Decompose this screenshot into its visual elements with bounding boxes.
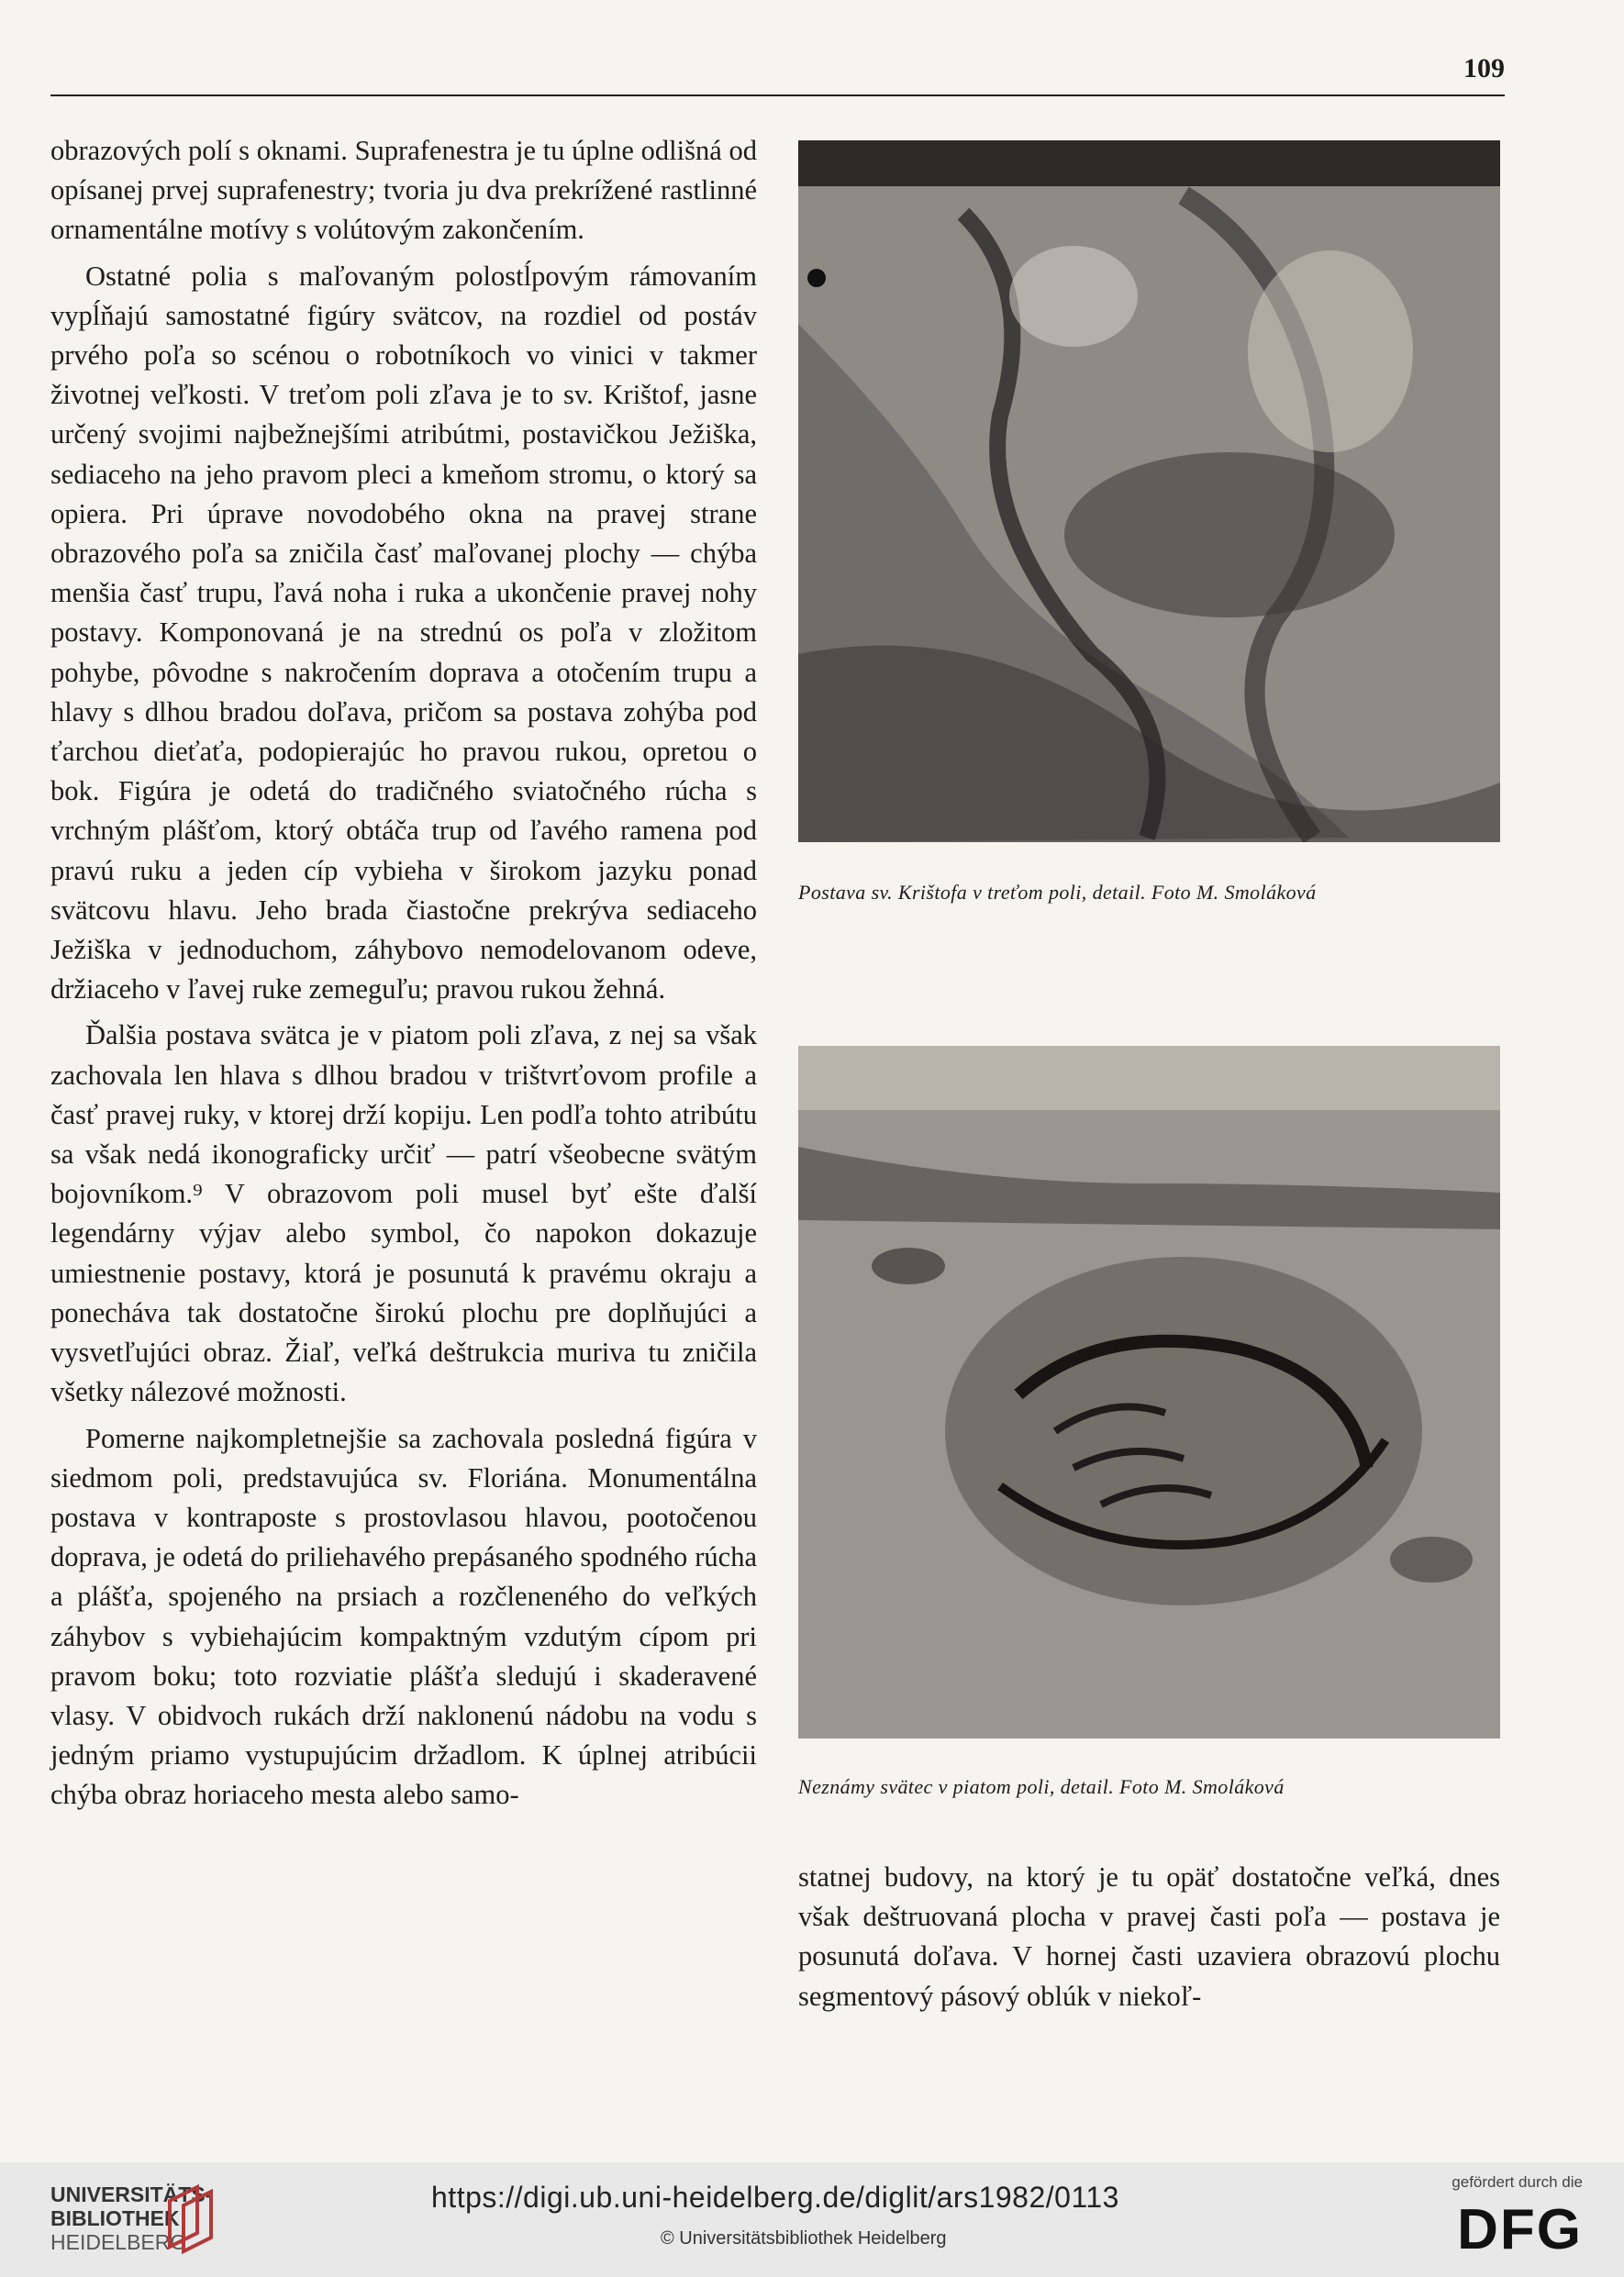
funded-by-label: gefördert durch die: [1452, 2173, 1583, 2191]
digital-url-link[interactable]: https://digi.ub.uni-heidelberg.de/diglit/ars1982/0113: [431, 2181, 1119, 2214]
library-name-line-1: UNIVERSITÄTS-: [50, 2183, 213, 2206]
copyright-notice: © Universitätsbibliothek Heidelberg: [661, 2228, 947, 2249]
right-column: [798, 1858, 1500, 2016]
left-column: [50, 131, 757, 1822]
photo-saint-christopher: [798, 140, 1500, 842]
library-mark-icon: [161, 2183, 225, 2256]
page-number: 109: [1463, 53, 1505, 83]
paragraph-1: obrazových polí s oknami. Suprafenestra je tu úplne odlišná od opísanej prvej suprafenestry; tvoria ju dva prekrížené rastlinné ornamentálne motívy s volútovým zakončením.: [50, 135, 757, 246]
header-rule: [50, 94, 1505, 96]
library-name-line-3: HEIDELBERG: [50, 2230, 187, 2254]
paragraph-4: Pomerne najkompletnejšie sa zachovala posledná figúra v siedmom poli, predstavujúca sv. Floriána. Monumentálna postava v kontraposte s prostovlasou hlavou, pootočenou doprava, je odetá do priliehavého prepásaného spodného rúcha a plášťa, spojeného na prsiach a rozčleneného do veľkých záhybov s vybiehajúcim kompaktným vzdutým cípom pri pravom boku; toto rozviatie plášťa sledujú i skaderavené vlasy. V obidvoch rukách drží naklonenú nádobu na vodu s jedným priamo vystupujúcim držadlom. K úplnej atribúcii chýba obraz horiaceho mesta alebo samo-: [50, 1422, 757, 1811]
caption-1: Postava sv. Krištofa v treťom poli, detail. Foto M. Smoláková: [798, 881, 1317, 904]
dfg-logo[interactable]: DFG: [1457, 2198, 1583, 2261]
photo-unknown-saint: [798, 1046, 1500, 1738]
caption-2: Neznámy svätec v piatom poli, detail. Foto M. Smoláková: [798, 1775, 1285, 1798]
footer-bar: [0, 2162, 1624, 2277]
paragraph-3: Ďalšia postava svätca je v piatom poli zľava, z nej sa však zachovala len hlava s dlhou bradou v trištvrťovom profile a časť pravej ruky, v ktorej drží kopiju. Len podľa tohto atribútu sa však nedá ikonograficky určiť — patrí všeobecne svätým bojovníkom.⁹ V obrazovom poli musel byť ešte ďalší legendárny výjav alebo symbol, čo napokon dokazuje umiestnenie postavy, ktorá je posunutá k pravému okraju a ponecháva tak dostatočne širokú plochu pre doplňujúci a vysvetľujúci obraz. Žiaľ, veľká deštrukcia muriva tu zničila všetky nálezové možnosti.: [50, 1019, 757, 1408]
right-paragraph: statnej budovy, na ktorý je tu opäť dostatočne veľká, dnes však deštruovaná plocha v pravej časti poľa — postava je posunutá doľava. V hornej časti uzaviera obrazovú plochu segmentový pásový oblúk v niekoľ-: [798, 1861, 1500, 2012]
library-name-line-2: BIBLIOTHEK: [50, 2206, 180, 2230]
paragraph-2: Ostatné polia s maľovaným polostĺpovým rámovaním vypĺňajú samostatné figúry svätcov, na rozdiel od postáv prvého poľa so scénou o robotníkoch vo vinici v takmer životnej veľkosti. V treťom poli zľava je to sv. Krištof, jasne určený svojimi najbežnejšími atribútmi, postavičkou Ježiška, sediaceho na jeho pravom pleci a kmeňom stromu, o ktorý sa opiera. Pri úprave novodobého okna na pravej strane obrazového poľa sa zničila časť maľovanej plochy — chýba menšia časť trupu, ľavá noha i ruka a ukončenie pravej nohy postavy. Komponovaná je na strednú os poľa v zložitom pohybe, pôvodne s nakročením doprava a otočením trupu a hlavy s dlhou bradou doľava, pričom sa postava zohýba pod ťarchou dieťaťa, podopierajúc ho pravou rukou, opretou o bok. Figúra je odetá do tradičného sviatočného rúcha s vrchným plášťom, ktorý obtáča trup od ľavého ramena pod pravú ruku a jeden cíp vybieha v širokom jazyku ponad svätcovu hlavu. Jeho brada čiastočne prekrýva sediaceho Ježiška v jednoduchom, záhybovo nemodelovanom odeve, držiaceho v ľavej ruke zemeguľu; pravou rukou žehná.: [50, 260, 757, 1005]
